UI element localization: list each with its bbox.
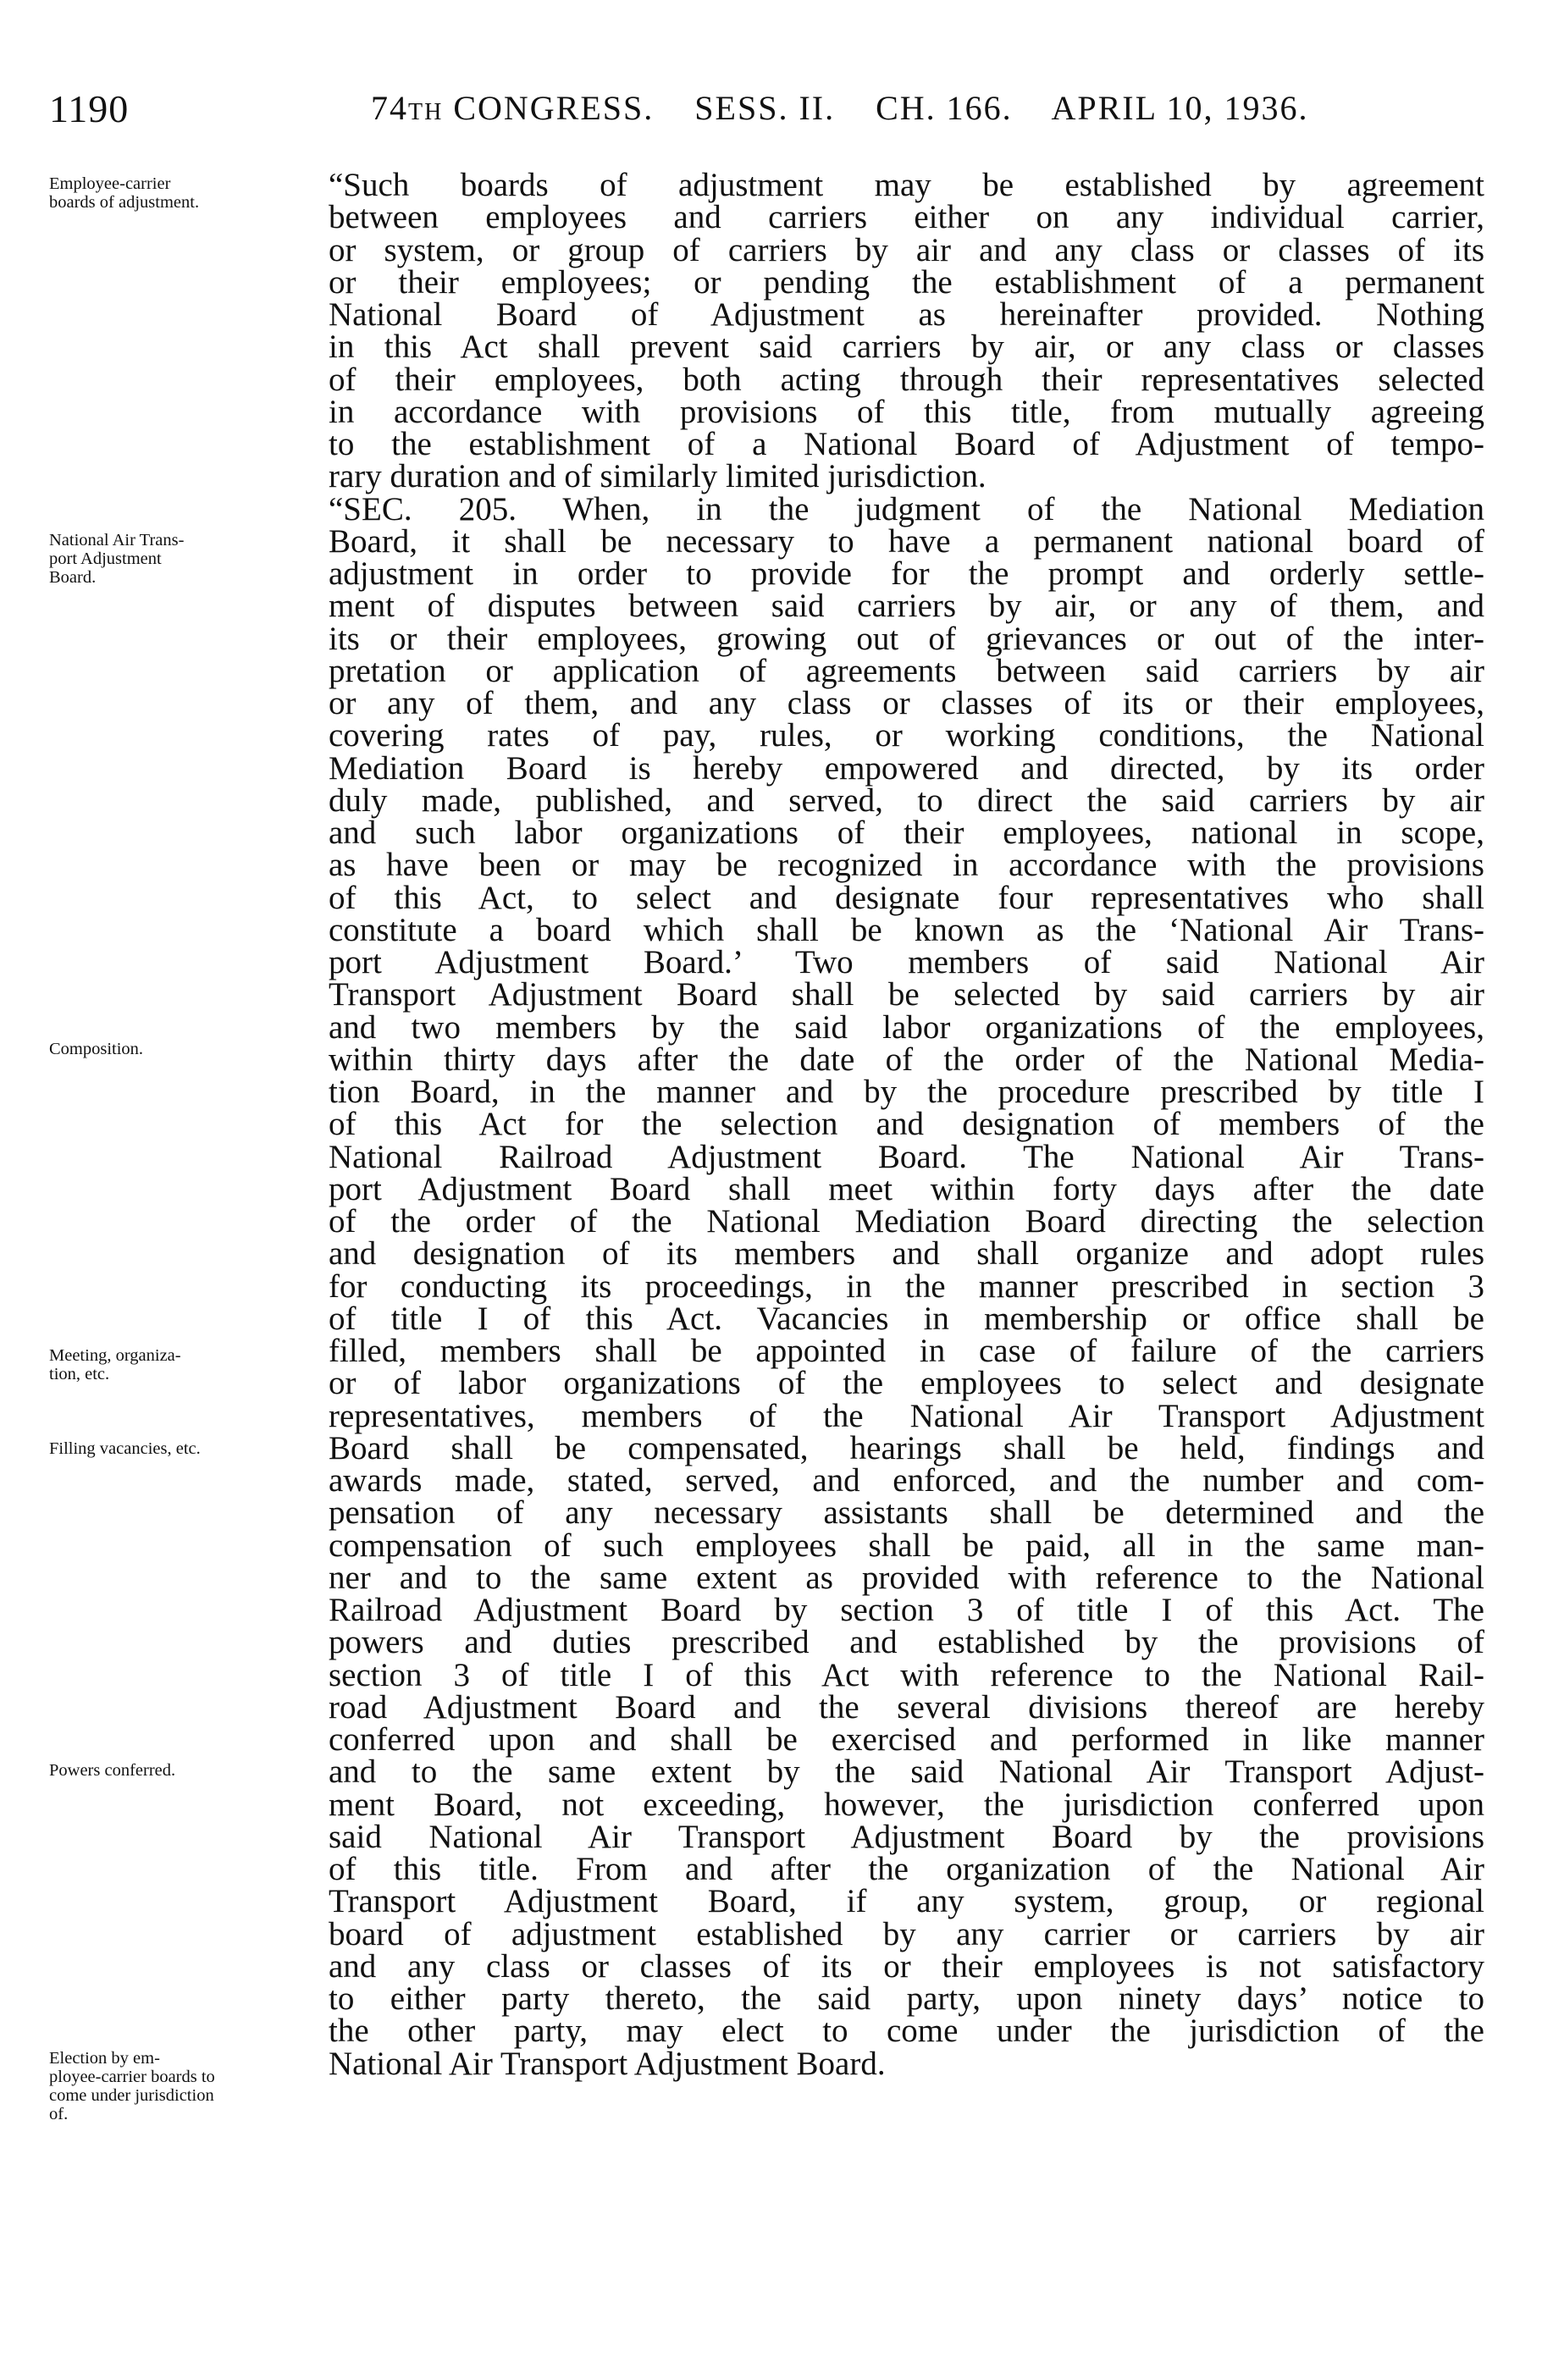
body-line: and such labor organizations of their employees, national in scope, <box>329 815 1484 851</box>
margin-note-powers-conferred: Powers conferred. <box>49 1761 176 1780</box>
body-line: Transport Adjustment Board, if any system, group, or regional <box>329 1883 1484 1920</box>
body-line: Mediation Board is hereby empowered and directed, by its order <box>329 749 1484 787</box>
body-line: in this Act shall prevent said carriers by air, or any class or classes <box>329 329 1484 366</box>
body-line: “Such boards of adjustment may be established by agreement <box>329 167 1484 203</box>
body-line: and two members by the said labor organizations of the employees, <box>329 1008 1484 1046</box>
body-line: Board shall be compensated, hearings shall be held, findings and <box>329 1429 1484 1466</box>
body-line: of their employees, both acting through their representatives selected <box>329 361 1484 398</box>
body-line: representatives, members of the National Air Transport Adjustment <box>329 1397 1484 1434</box>
body-line: or of labor organizations of the employees to select and designate <box>329 1365 1484 1402</box>
body-line: ment of disputes between said carriers by air, or any of them, and <box>329 588 1484 625</box>
body-line: National Railroad Adjustment Board. The National Air Trans- <box>329 1138 1484 1175</box>
body-line: to the establishment of a National Board of Adjustment of tempo- <box>329 426 1484 462</box>
page-number: 1190 <box>49 87 130 130</box>
body-line: of the order of the National Mediation Board directing the selection <box>329 1203 1484 1240</box>
body-line: “SEC. 205. When, in the judgment of the National Mediation <box>329 490 1484 527</box>
body-line: as have been or may be recognized in accordance with the provisions <box>329 847 1484 884</box>
body-line: pretation or application of agreements between said carriers by air <box>329 652 1484 689</box>
body-line: to either party thereto, the said party, upon ninety days’ notice to <box>329 1980 1484 2017</box>
running-title: CONGRESS. SESS. II. CH. 166. APRIL 10, 1936. <box>453 89 1309 127</box>
margin-note-national-air-transport-board: National Air Trans- port Adjustment Board. <box>49 531 185 587</box>
body-line: constitute a board which shall be known as the ‘National Air Trans- <box>329 911 1484 948</box>
body-line: rary duration and of similarly limited jurisdiction. <box>329 458 987 495</box>
body-line: in accordance with provisions of this title, from mutually agreeing <box>329 393 1484 430</box>
body-line: of this title. From and after the organization of the National Air <box>329 1851 1484 1887</box>
body-line: Railroad Adjustment Board by section 3 of title I of this Act. The <box>329 1592 1484 1628</box>
body-line: Board, it shall be necessary to have a permanent national board of <box>329 522 1484 560</box>
body-line: of this Act for the selection and designation of members of the <box>329 1106 1484 1143</box>
body-line: and any class or classes of its or their employees is not satisfactory <box>329 1947 1484 1985</box>
body-line: between employees and carriers either on any individual carrier, <box>329 199 1484 236</box>
body-line: its or their employees, growing out of grievances or out of the inter- <box>329 620 1484 657</box>
body-line: covering rates of pay, rules, or working conditions, the National <box>329 717 1484 754</box>
body-line: for conducting its proceedings, in the manner prescribed in section 3 <box>329 1267 1484 1305</box>
body-line: said National Air Transport Adjustment Board by the provisions <box>329 1818 1484 1855</box>
margin-note-employee-carrier-boards: Employee-carrier boards of adjustment. <box>49 174 200 212</box>
body-line: road Adjustment Board and the several divisions thereof are hereby <box>329 1688 1484 1726</box>
body-line: or any of them, and any class or classes of its or their employees, <box>329 685 1484 721</box>
body-line: duly made, published, and served, to direct the said carriers by air <box>329 781 1484 819</box>
body-line: ment Board, not exceeding, however, the jurisdiction conferred upon <box>329 1786 1484 1823</box>
body-line: filled, members shall be appointed in case of failure of the carriers <box>329 1333 1484 1369</box>
body-line: board of adjustment established by any carrier or carriers by air <box>329 1915 1484 1952</box>
body-line: conferred upon and shall be exercised and performed in like manner <box>329 1721 1484 1758</box>
body-line: pensation of any necessary assistants shall be determined and the <box>329 1494 1484 1532</box>
congress-ordinal-suffix: TH <box>408 99 444 125</box>
body-line: or system, or group of carriers by air and any class or classes of its <box>329 231 1484 268</box>
body-line: or their employees; or pending the establishment of a permanent <box>329 263 1484 301</box>
body-line: of this Act, to select and designate four representatives who shall <box>329 879 1484 916</box>
body-line: National Air Transport Adjustment Board. <box>329 2045 886 2082</box>
body-line: awards made, stated, served, and enforced, and the number and com- <box>329 1462 1484 1499</box>
body-line: ner and to the same extent as provided with reference to the National <box>329 1559 1484 1596</box>
body-line: compensation of such employees shall be paid, all in the same man- <box>329 1527 1484 1564</box>
body-line: of title I of this Act. Vacancies in membership or office shall be <box>329 1300 1484 1337</box>
body-line: port Adjustment Board shall meet within forty days after the date <box>329 1170 1484 1207</box>
body-line: National Board of Adjustment as hereinafter provided. Nothing <box>329 296 1484 333</box>
body-line: adjustment in order to provide for the prompt and orderly settle- <box>329 555 1484 592</box>
body-line: section 3 of title I of this Act with reference to the National Rail- <box>329 1656 1484 1693</box>
body-line: and designation of its members and shall organize and adopt rules <box>329 1235 1484 1273</box>
body-line: tion Board, in the manner and by the procedure prescribed by title I <box>329 1074 1484 1110</box>
congress-number: 74 <box>371 89 408 127</box>
statute-body-text <box>329 169 1484 2080</box>
margin-note-filling-vacancies: Filling vacancies, etc. <box>49 1439 201 1458</box>
margin-note-composition: Composition. <box>49 1040 144 1058</box>
body-line: port Adjustment Board.’ Two members of said National Air <box>329 944 1484 980</box>
body-line: powers and duties prescribed and established by the provisions of <box>329 1624 1484 1661</box>
margin-note-election-by-boards: Election by em- ployee-carrier boards to come under jurisdiction of. <box>49 2049 215 2123</box>
body-line: within thirty days after the date of the order of the National Media- <box>329 1041 1484 1078</box>
margin-note-meeting-organization: Meeting, organiza- tion, etc. <box>49 1346 181 1383</box>
running-head <box>371 88 1309 128</box>
body-line: and to the same extent by the said National Air Transport Adjust- <box>329 1753 1484 1791</box>
body-line: the other party, may elect to come under the jurisdiction of the <box>329 2013 1484 2050</box>
body-line: Transport Adjustment Board shall be selected by said carriers by air <box>329 976 1484 1013</box>
